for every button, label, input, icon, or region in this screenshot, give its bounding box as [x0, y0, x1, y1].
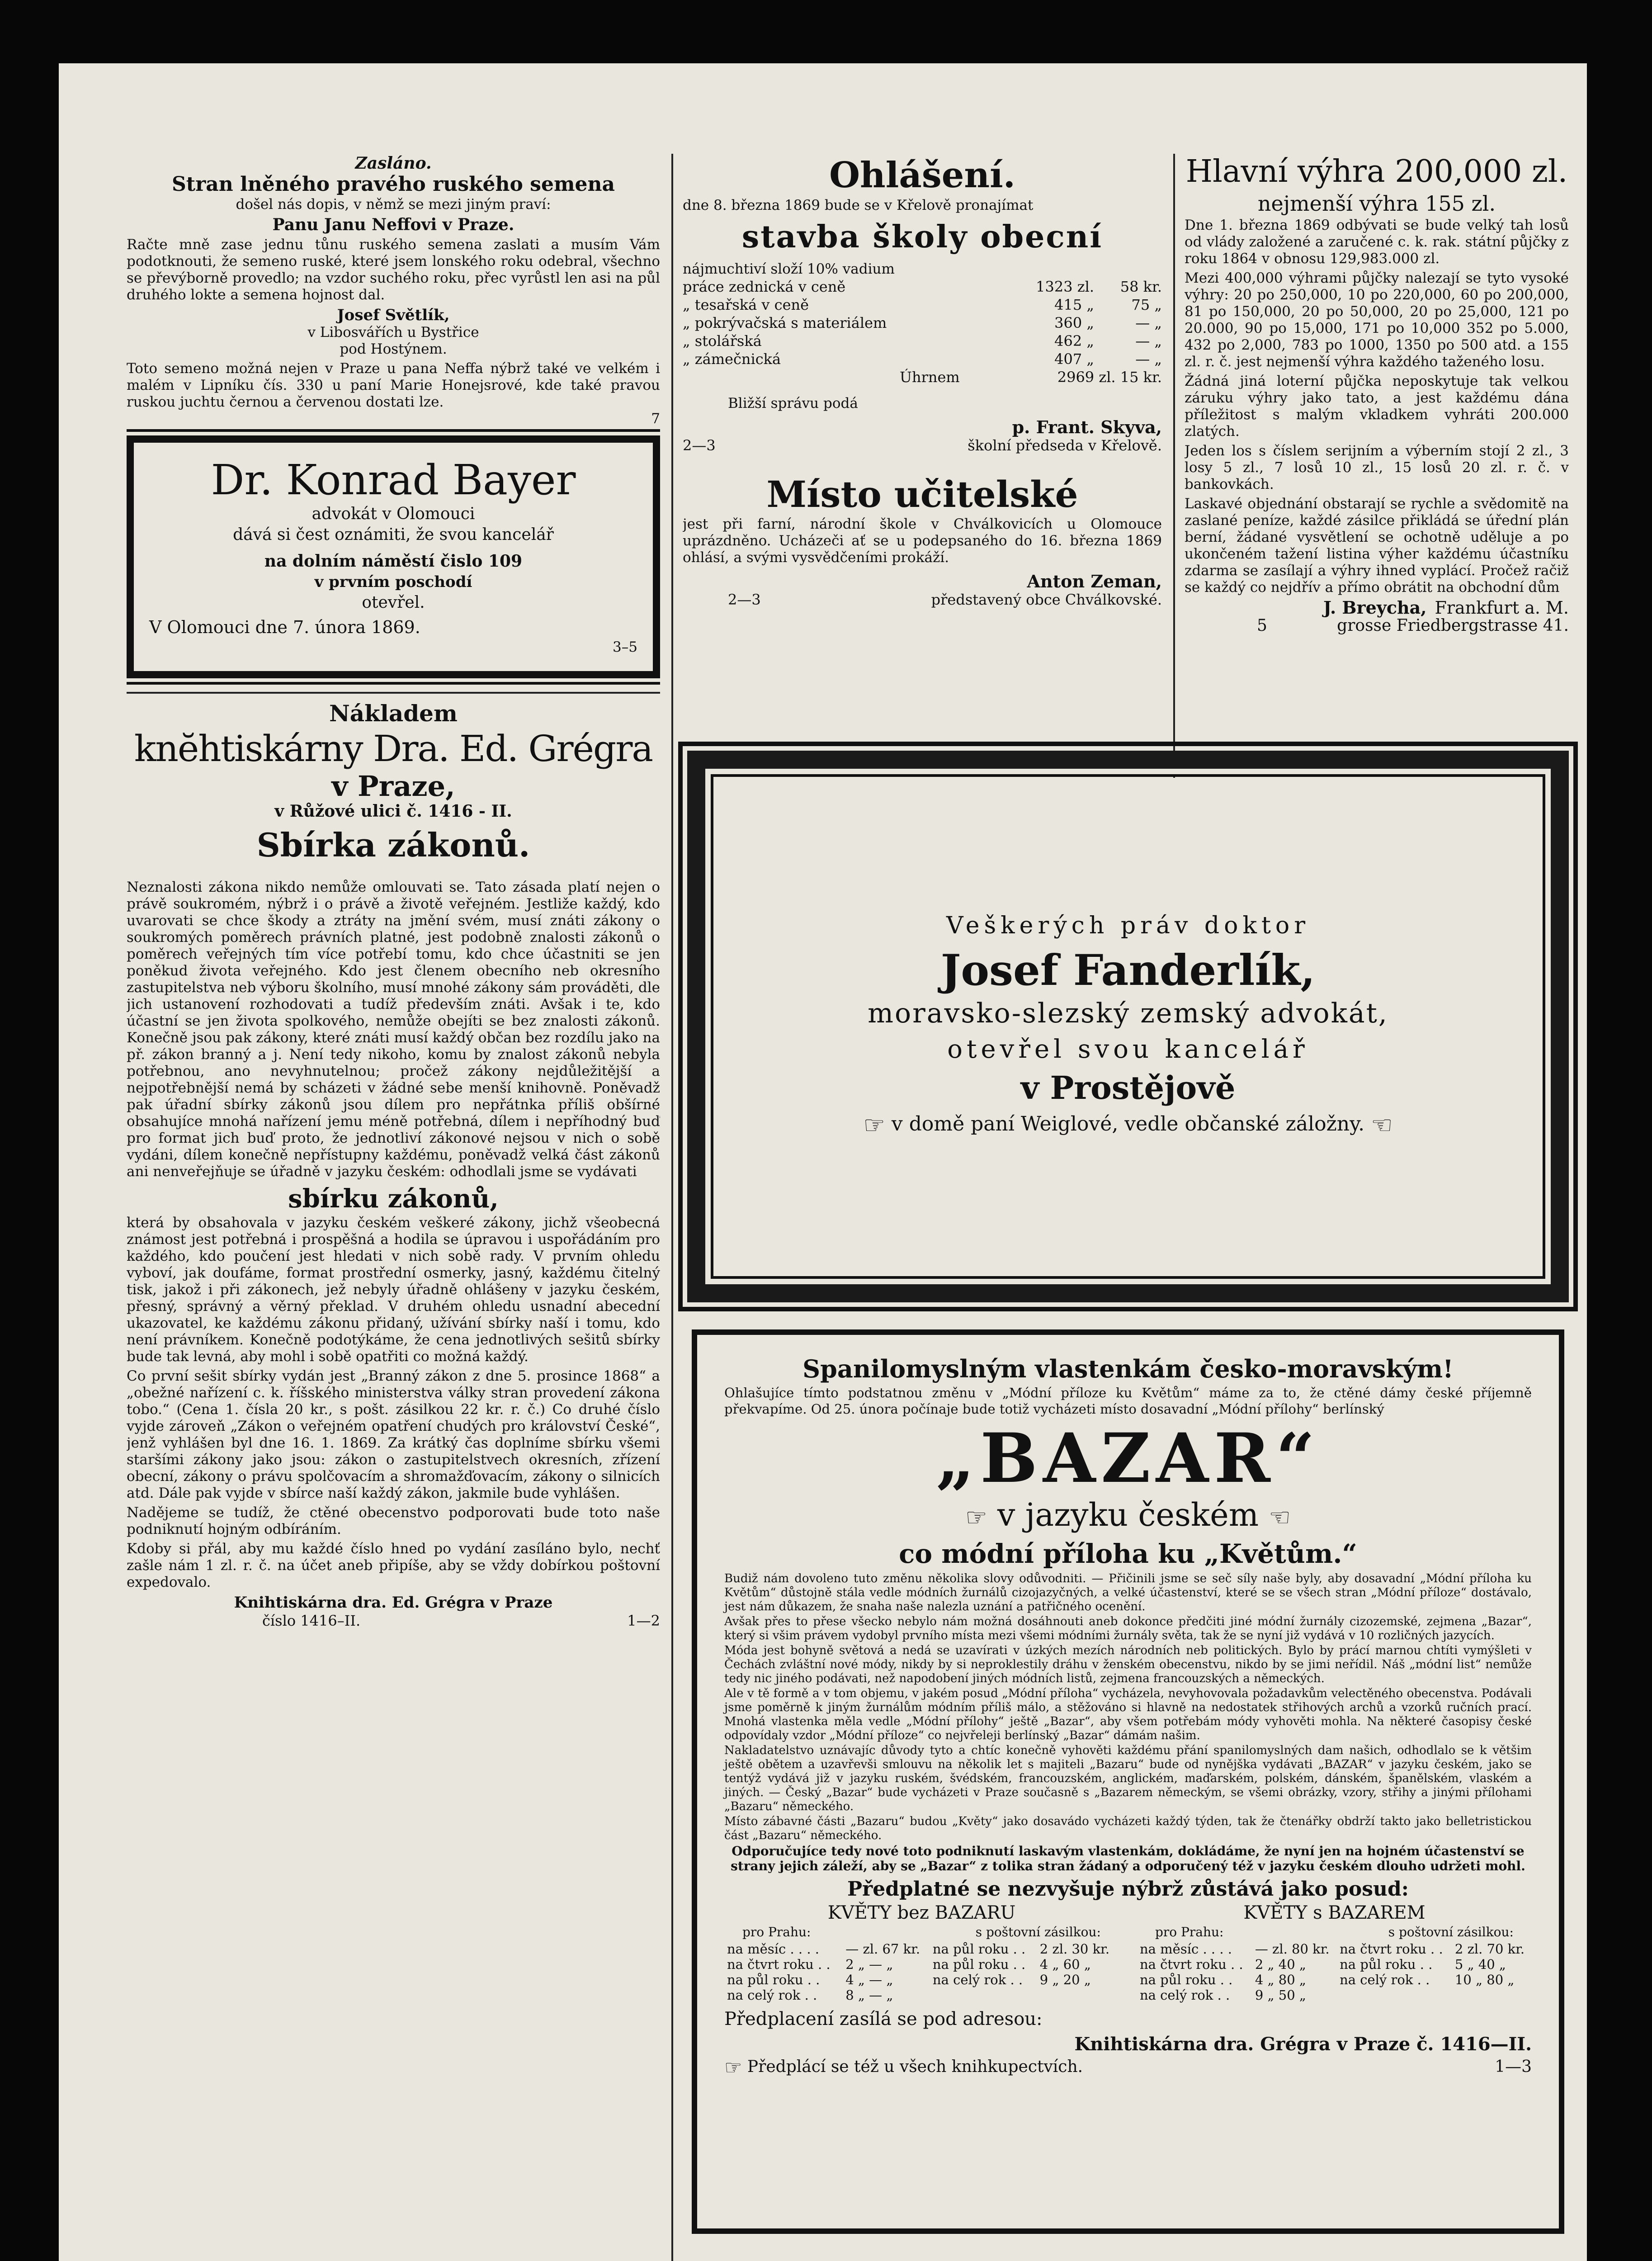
subscription-cell: na měsíc . . . .	[727, 1941, 819, 1957]
publisher-name: knĕhtiskárny Dra. Ed. Grégra	[134, 728, 653, 770]
subscription-row	[724, 1987, 1119, 2003]
sbirka-number: 1—2	[627, 1612, 660, 1629]
column-middle	[683, 154, 1162, 787]
ohlaseni-intro: dne 8. března 1869 bude se v Křelově pronajímat	[683, 197, 1034, 213]
lottery-number: 5	[1257, 616, 1267, 635]
subscription-cell: na celý rok . .	[1140, 1987, 1230, 2003]
price-kr: — „	[1135, 314, 1162, 331]
subscription-cell: na celý rok . .	[1340, 1972, 1430, 1987]
bazar-col-post: s poštovní zásilkou:	[1388, 1925, 1514, 1939]
ohlaseni-price-table	[683, 278, 1162, 368]
separator	[127, 692, 660, 694]
teacher-signature: Anton Zeman,	[1027, 571, 1162, 591]
subscription-cell: na půl roku . .	[1340, 1957, 1433, 1972]
subscription-cell: 4 „ 80 „	[1255, 1972, 1306, 1987]
bazar-col-prague: pro Prahu:	[742, 1925, 811, 1939]
subscription-cell: na celý rok . .	[932, 1972, 1023, 1987]
bazar-col-post: s poštovní zásilkou:	[975, 1925, 1101, 1939]
subscription-row	[724, 1972, 1119, 1987]
price-zl: 407 „	[1054, 350, 1094, 368]
fanderlik-line2: moravsko-slezský zemský advokát,	[868, 997, 1388, 1029]
subscription-row	[1137, 1987, 1532, 2003]
pointing-hand-left-icon: ☜	[1371, 1111, 1393, 1140]
column-left	[127, 154, 660, 2256]
fanderlik-line5: v domě paní Weiglové, vedle občanské záložny.	[891, 1112, 1365, 1135]
subscription-row	[1137, 1972, 1532, 1987]
bazar-shops: Předplácí se též u všech knihkupectvích.	[747, 2058, 1083, 2076]
ohlaseni-title: Ohlášení.	[829, 155, 1015, 196]
subscription-cell: 2 „ — „	[845, 1957, 893, 1972]
fanderlik-line1: Veškerých práv doktor	[946, 912, 1310, 939]
sbirka-paragraph-5: Kdoby si přál, aby mu každé číslo hned po vydání zasíláno bylo, nechť zašle nám 1 zl. r. č. na účet aneb připíše, aby se vždy dobírkou poštovní expedovalo.	[127, 1541, 660, 1590]
sbirka-signature2: číslo 1416–II.	[262, 1612, 361, 1629]
price-row	[683, 278, 1162, 296]
publisher-address: v Růžové ulici č. 1416 - II.	[274, 802, 512, 821]
seed-addressee: Panu Janu Neffovi v Praze.	[272, 215, 514, 234]
subscription-cell: — zl. 80 kr.	[1255, 1941, 1330, 1957]
ohlaseni-minimum: nájmuchtiví složí 10% vadium	[683, 261, 895, 277]
bazar-p1: Budiž nám dovoleno tuto změnu několika slovy odůvodniti. — Přičinili jsme se seč síly naše byly, aby dosavadní „Módní příloha ku Květům“ důstojně stála vedle módních žurnálů cizojazyčných, a velké účastenství, které se se všech stran „Módní příloze“ dostávalo, jest nám důkazem, že snaha naše nalezla uznání a patřičného ocenění.	[724, 1572, 1532, 1613]
bazar-p2: Avšak přes to přese všecko nebylo nám možná dosáhnouti aneb dokonce předčiti jiné módní žurnály cizozemské, zejmena „Bazar“, který si všim právem vydobyl prvního místa mezi všemi módními žurnály světa, tak že se nyní již vydává v 10 rozličných jazycích.	[724, 1615, 1532, 1642]
bazar-p7: Odporučujíce tedy nové toto podniknutí laskavým vlastenkám, dokládáme, že nyní jen na hojném účastenství se strany jejich záleží, aby se „Bazar“ z tolika stran žádaný a odporučený též v jazyku českém dlouho udržeti mohl.	[731, 1844, 1525, 1873]
subscription-row	[724, 1957, 1119, 1972]
bazar-p3: Móda jest bohyně světová a nedá se uzavírati v úzkých mezích národních neb politických. Bylo by prácí marnou chtíti vymýšleti v Čechách zvláštní nové módy, nikdy by si neproklestily dráhu v ženském obecenstvu, nikdo by se jimi neřídil. Náš „módní list“ nemůže tedy nic jiného podávati, než napodobení jiných módních listů, zejmena francouzských a německých.	[724, 1644, 1532, 1685]
subscription-cell: na čtvrt roku . .	[727, 1957, 831, 1972]
price-kr: 75 „	[1131, 296, 1162, 313]
bazar-subtitle: v jazyku českém	[997, 1496, 1259, 1533]
bazar-number: 1—3	[1495, 2058, 1532, 2076]
subscription-cell	[1037, 1987, 1119, 2003]
subscription-cell: na půl roku . .	[932, 1941, 1026, 1957]
subscription-cell: na celý rok . .	[727, 1987, 817, 2003]
sbirka-title: Sbírka zákonů.	[256, 826, 530, 864]
lottery-subtitle: nejmenší výhra 155 zl.	[1257, 191, 1496, 216]
zaslano-heading: Zasláno.	[355, 154, 432, 173]
lottery-p5: Laskavé objednání obstarají se rychle a svědomitě na zaslané peníze, každé zásilce přikládá se úřední plán berní, žádané vysvětlení se ochotně uděluje a po ukončeném tažení listina výher každému účastníku zdarma se zasílají a výhry ihned vyplácí. Pročež račiž se každý co nejdřív a přímo obrátit na obchodní dům	[1185, 496, 1569, 596]
bazar-left-price-table	[724, 1941, 1119, 2003]
bazar-title: „BAZAR“	[935, 1419, 1321, 1498]
seed-signature-place: v Libosvářích u Bystřice	[307, 324, 479, 341]
bazar-head: Spanilomyslným vlastenkám česko-moravským!	[802, 1354, 1454, 1383]
subscription-cell: 10 „ 80 „	[1454, 1972, 1515, 1987]
teacher-number: 2—3	[728, 591, 761, 608]
seed-title: Stran lněného pravého ruského semena	[171, 173, 615, 196]
pointing-hand-left-icon: ☜	[1269, 1503, 1291, 1532]
column-rule	[671, 154, 673, 2261]
ohlaseni-signature-role: školní předseda v Křelově.	[968, 437, 1162, 454]
subscription-cell: 2 zl. 70 kr.	[1454, 1941, 1525, 1957]
column-rule	[1173, 154, 1175, 778]
price-label: práce zednická v ceně	[683, 278, 846, 295]
bayer-ad-box	[127, 435, 660, 678]
subscription-cell: na půl roku . .	[1140, 1972, 1233, 1987]
lottery-signature-city: Frankfurt a. M.	[1435, 598, 1569, 618]
subscription-row	[1137, 1941, 1532, 1957]
subscription-cell	[1337, 1987, 1452, 2003]
lottery-p2: Mezi 400,000 výhrami půjčky nalezají se tyto vysoké výhry: 20 po 250,000, 10 po 220,000, 60 po 200,000, 81 po 150,000, 20 po 50,000, 20 po 25,000, 121 po 20.000, 90 po 15,000, 171 po 10,000 352 po 5.000, 432 po 2,000, 783 po 1000, 1350 po 500 atd. a 155 zl. r. č. jest nejmenší výhra každého taženého losu.	[1185, 270, 1569, 370]
fanderlik-line3: otevřel svou kancelář	[947, 1034, 1309, 1064]
bazar-intro: Ohlašujíce tímto podstatnou změnu v „Módní příloze ku Květům“ máme za to, že ctěné dámy české příjemně překvapíme. Od 25. února počínaje bude totiž vycházeti místo dosavadní „Módní přílohy“ berlínský	[724, 1385, 1532, 1417]
seed-signature: Josef Světlík,	[337, 306, 450, 324]
ohlaseni-total-label: Úhrnem	[900, 369, 960, 386]
ohlaseni-headline: stavba školy obecní	[741, 219, 1103, 255]
bazar-subtitle2: co módní příloha ku „Květům.“	[899, 1538, 1357, 1569]
price-zl: 1323 zl.	[1036, 278, 1094, 295]
newspaper-page	[59, 63, 1587, 2261]
subscription-cell: 2 „ 40 „	[1255, 1957, 1306, 1972]
pointing-hand-right-icon: ☞	[965, 1503, 987, 1532]
price-label: „ tesařská v ceně	[683, 296, 809, 313]
subscription-cell: — zl. 67 kr.	[845, 1941, 920, 1957]
subscription-cell	[1452, 1987, 1532, 2003]
ohlaseni-signature: p. Frant. Skyva,	[1012, 417, 1162, 437]
subscription-cell: 9 „ 50 „	[1255, 1987, 1306, 2003]
publisher-city: v Praze,	[331, 770, 455, 803]
seed-note: Toto semeno možná nejen v Praze u pana Neffa nýbrž také ve velkém i malém v Lipníku čís. 330 u paní Marie Honejsrové, kde také pravou ruskou juchtu černou a červenou dostati lze.	[127, 360, 660, 410]
subscription-cell: na čtvrt roku . .	[1140, 1957, 1243, 1972]
bazar-advance: Předplacení zasílá se pod adresou:	[724, 2009, 1043, 2029]
subscription-row	[724, 1941, 1119, 1957]
bayer-line1: advokát v Olomouci	[312, 505, 475, 523]
bazar-p6: Místo zábavné části „Bazaru“ budou „Květy“ jako dosavádo vycházeti každý týden, tak že čtenářky obdrží takto jako belletristickou část „Bazaru“ německého.	[724, 1815, 1532, 1842]
bayer-line5: otevřel.	[362, 593, 425, 612]
bazar-right-price-table	[1137, 1941, 1532, 2003]
subscription-cell: 4 „ 60 „	[1039, 1957, 1091, 1972]
price-label: „ stolářská	[683, 332, 762, 350]
ohlaseni-more: Bližší správu podá	[728, 395, 858, 412]
teacher-body: jest při farní, národní škole v Chválkovicích u Olomouce uprázdněno. Ucházeči ať se u podepsaného do 16. března 1869 ohlásí, a svými vysvědčeními prokáží.	[683, 516, 1162, 566]
price-kr: 58 kr.	[1120, 278, 1162, 295]
sbirka-signature: Knihtiskárna dra. Ed. Grégra v Praze	[234, 1594, 553, 1612]
lottery-address: grosse Friedbergstrasse 41.	[1337, 616, 1569, 635]
price-row	[683, 296, 1162, 314]
subscription-cell: na čtvrt roku . .	[1340, 1941, 1443, 1957]
lottery-p1: Dne 1. března 1869 odbývati se bude velký tah losů od vlády založené a zaručené c. k. rak. státní půjčky z roku 1864 v obnosu 129,983.000 zl.	[1185, 217, 1569, 267]
price-row	[683, 332, 1162, 350]
price-zl: 415 „	[1054, 296, 1094, 313]
bazar-p4: Ale v tě formě a v tom objemu, v jakém posud „Módní příloha“ vycházela, nevyhovovala požadavkům velectěného obecenstva. Podávali jsme poměrně k jiným žurnálům módním příliš málo, a stěžováno si hlavně na nedostatek střihových archů a vzorků ručních prací. Mnohá vlastenka měla vedle „Módní přílohy“ ještě „Bazar“, aby všem potřebám módy vyhověti mohla. Na některé časopisy české odpovídaly vzdor „Módní příloze“ co nejvřeleji berlínský „Bazar“ dámám našim.	[724, 1687, 1532, 1742]
sbirka-paragraph-3: Co první sešit sbírky vydán jest „Branný zákon z dne 5. prosince 1868“ a „obežné nařízení c. k. říšského ministerstva války stran provedení zákona tobo.“ (Cena 1. čísla 20 kr., s pošt. zásilkou 22 kr. r. č.) Co druhé číslo vyjde zároveň „Zákon o veřejném opatření chudých pro království České“, jenž vyhlášen byl dne 16. 1. 1869. Za krátký čas doplníme sbírku všemi staršími zákony jako jsou: zákon o zastupitelstvech okresních, zřízení obecní, zákony o právu spolčovacím a shromažďovacím, zákony o silnicích atd. Dále pak vyjde v sbírce naší každý zákon, jakmile bude vyhlášen.	[127, 1368, 660, 1501]
seed-body: Račte mně zase jednu tůnu ruského semena zaslati a musím Vám podotknouti, že semeno ruské, které jsem lonského roku odebral, všechno se převýborně provedlo; na vzdor suchého roku, přec vyrůstl len asi na půl druhého lokte a semena hojnost dal.	[127, 237, 660, 303]
subscription-cell: na půl roku . .	[727, 1972, 820, 1987]
bazar-signature: Knihtiskárna dra. Grégra v Praze č. 1416—II.	[1074, 2034, 1532, 2055]
bazar-p5: Nakladatelstvo uznávajíc důvody tyto a chtíc konečně vyhověti každému přání spanilomyslných dam našich, odhodlalo se k většim ještě obětem a uzavřevši smlouvu na několik let s majiteli „Bazaru“ bude od nynějška vydávati „BAZAR“ v jazyku českém, jako se tentýž vydává již v jazyku ruském, švédském, francouzském, anglickém, maďarském, polském, dánském, španělském, vlaském a jiných. — Český „Bazar“ bude vycházeti v Praze současně s „Bazarem německým, se všemi obrázky, vzory, střihy a jinými přílohami „Bazaru“ německého.	[724, 1744, 1532, 1813]
naklad-heading: Nákladem	[329, 700, 458, 727]
price-label: „ pokrývačská s materiálem	[683, 314, 887, 331]
subscription-cell: 4 „ — „	[845, 1972, 893, 1987]
subscription-cell: 2 zl. 30 kr.	[1039, 1941, 1110, 1957]
price-kr: — „	[1135, 332, 1162, 350]
sbirka-paragraph-2: která by obsahovala v jazyku českém veškeré zákony, jichž všeobecná známost jest potřebná i prospěšná a hodila se úpravou i uspořádáním pro každého, kdo poučení jest hledati v nich sobě rady. V prvním ohledu vyboví, jak doufáme, format prostřední osmerky, jasný, každému čitelný tisk, jakož i při zákonech, jež nebyly úřadně ohlášeny v jazyku českém, přesný, správný a věrný překlad. V druhém ohledu usnadní abecední ukazovatel, ke každému zákonu přidaný, užívání sbírky naší i tomu, kdo není právníkem. Konečně podotýkáme, že cena jednotlivých sešitů sbírky bude tak levná, aby mohl i sobě opatřiti co možná každý.	[127, 1215, 660, 1365]
subscription-cell: 5 „ 40 „	[1454, 1957, 1506, 1972]
subscription-cell: 9 „ 20 „	[1039, 1972, 1091, 1987]
fanderlik-line4: v Prostějově	[1020, 1069, 1236, 1107]
bazar-right-title: KVĚTY s BAZAREM	[1243, 1902, 1425, 1923]
teacher-role: představený obce Chválkovské.	[931, 591, 1162, 608]
price-zl: 360 „	[1054, 314, 1094, 331]
fanderlik-ad	[687, 751, 1569, 1302]
lottery-signature: J. Breycha,	[1323, 597, 1427, 618]
price-label: „ zámečnická	[683, 350, 781, 368]
pointing-hand-right-icon: ☞	[724, 2056, 742, 2079]
column-right	[1185, 154, 1569, 787]
ohlaseni-total-value: 2969 zl. 15 kr.	[1057, 369, 1162, 386]
bazar-left-title: KVĚTY bez BAZARU	[827, 1902, 1016, 1923]
bazar-ad	[692, 1329, 1564, 2234]
seed-intro: došel nás dopis, v němž se mezi jiným praví:	[236, 196, 551, 213]
seed-number: 7	[651, 411, 660, 427]
bazar-subscription-heading: Předplatné se nezvyšuje nýbrž zůstává jako posud:	[847, 1878, 1409, 1901]
subscription-cell: na měsíc . . . .	[1140, 1941, 1232, 1957]
lottery-title: Hlavní výhra 200,000 zl.	[1185, 154, 1568, 189]
price-row	[683, 350, 1162, 368]
pointing-hand-right-icon: ☞	[863, 1111, 885, 1140]
lottery-p4: Jeden los s číslem serijním a výberním stojí 2 zl., 3 losy 5 zl., 7 losů 10 zl., 15 losů 20 zl. r. č. v bankovkách.	[1185, 443, 1569, 492]
bayer-line2: dává si čest oznámiti, že svou kancelář	[233, 525, 554, 544]
subscription-cell: 8 „ — „	[845, 1987, 893, 2003]
subscription-cell	[930, 1987, 1037, 2003]
fanderlik-name: Josef Fanderlík,	[940, 945, 1316, 995]
price-kr: — „	[1135, 350, 1162, 368]
subscription-cell: na půl roku . .	[932, 1957, 1026, 1972]
bazar-col-prague: pro Prahu:	[1155, 1925, 1224, 1939]
price-row	[683, 314, 1162, 332]
price-zl: 462 „	[1054, 332, 1094, 350]
ohlaseni-number: 2—3	[683, 437, 716, 454]
bayer-line4: v prvním poschodí	[314, 573, 472, 591]
sbirka-mid-heading: sbírku zákonů,	[288, 1184, 499, 1214]
bayer-date: V Olomouci dne 7. února 1869.	[149, 617, 420, 637]
sbirka-paragraph-1: Neznalosti zákona nikdo nemůže omlouvati se. Tato zásada platí nejen o právě soukromém, nýbrž i o právě a životě veřejném. Jestliže každý, kdo uvarovati se chce škody a ztráty na jmění svém, musí znáti zákony o soukromých poměrech právních platné, jest podobně znalosti zákonů o poměrech veřejných tím více potřebí tomu, kdo chce účastniti se jen poněkud života veřejného. Kdo jest členem obecního neb okresního zastupitelstva neb výboru školního, musí mnohé zákony sám prováděti, dle jich ustanovení rozhodovati a tudíž především znáti. Avšak i te, kdo účastní se jen života spolkového, nemůže obejíti se bez znalosti zákonů. Konečně jsou pak zákony, které znáti musí každý občan bez rozdílu jako na př. zákon branný a j. Není tedy nikoho, komu by znalost zákonů nebyla potřebnou, ano nevyhnutelnou; pročež zákony nejdůležitější a nejpotřebnější nemá by scházeti v žádné sebe menší knihovně. Poněvadž pak úřadní sbírky zákonů jsou dílem pro nepřátnka příliš obšírné obsahujíce mnohá nařízení jemu méně potřebná, dílem i nepříhodný buď pro format jich buď proto, že jednotliví zákonové nejsou v nich o sobě vydáni, dílem konečně nepřístupny každému, poněvadž velká část zákonů ani nenveřejňuje se úřadně v jazyku českém: odhodlali jsme se vydávati	[127, 879, 660, 1180]
subscription-row	[1137, 1957, 1532, 1972]
lottery-p3: Žádná jiná loterní půjčka neposkytuje tak velkou záruku výhry jako tato, a jest každému dána příležitost s malým vkladkem vyhráti 200.000 zlatých.	[1185, 373, 1569, 440]
seed-signature-place2: pod Hostýnem.	[340, 341, 447, 357]
bayer-name: Dr. Konrad Bayer	[211, 456, 576, 504]
sbirka-paragraph-4: Nadějeme se tudíž, že ctěné obecenstvo podporovati bude toto naše podniknutí hojným odbíráním.	[127, 1504, 660, 1537]
bayer-number: 3–5	[613, 639, 637, 655]
teacher-title: Místo učitelské	[766, 473, 1078, 516]
bayer-line3: na dolním náměstí čislo 109	[264, 552, 523, 571]
